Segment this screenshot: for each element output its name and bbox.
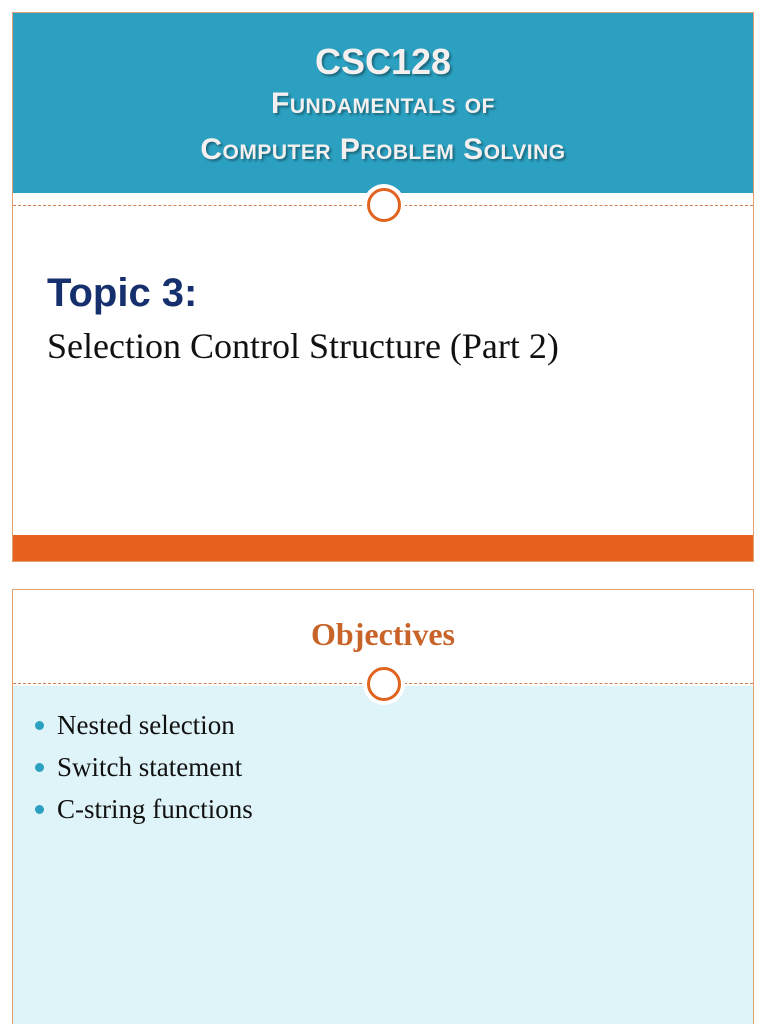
bullet-icon (35, 721, 44, 730)
slide-footer-band (13, 535, 753, 561)
list-item (33, 788, 253, 830)
bullet-icon (35, 763, 44, 772)
bullet-icon (35, 805, 44, 814)
title-slide (12, 12, 754, 562)
course-title-line-2: Computer Problem Solving (200, 133, 566, 166)
ring-ornament-icon (367, 667, 401, 701)
bullet-text: Nested selection (57, 710, 235, 740)
course-title-line-1: Fundamentals of (271, 87, 495, 120)
objectives-title: Objectives (311, 616, 455, 652)
list-item (33, 746, 253, 788)
ring-ornament-icon (367, 188, 401, 222)
course-code: CSC128 (314, 41, 452, 82)
objectives-list (33, 704, 253, 830)
objectives-slide (12, 589, 754, 1024)
topic-heading: Topic 3: (47, 271, 198, 315)
topic-subtitle: Selection Control Structure (Part 2) (47, 326, 559, 366)
bullet-text: C-string functions (57, 794, 253, 824)
bullet-text: Switch statement (57, 752, 243, 782)
list-item (33, 704, 253, 746)
slide-header-band (13, 13, 753, 193)
